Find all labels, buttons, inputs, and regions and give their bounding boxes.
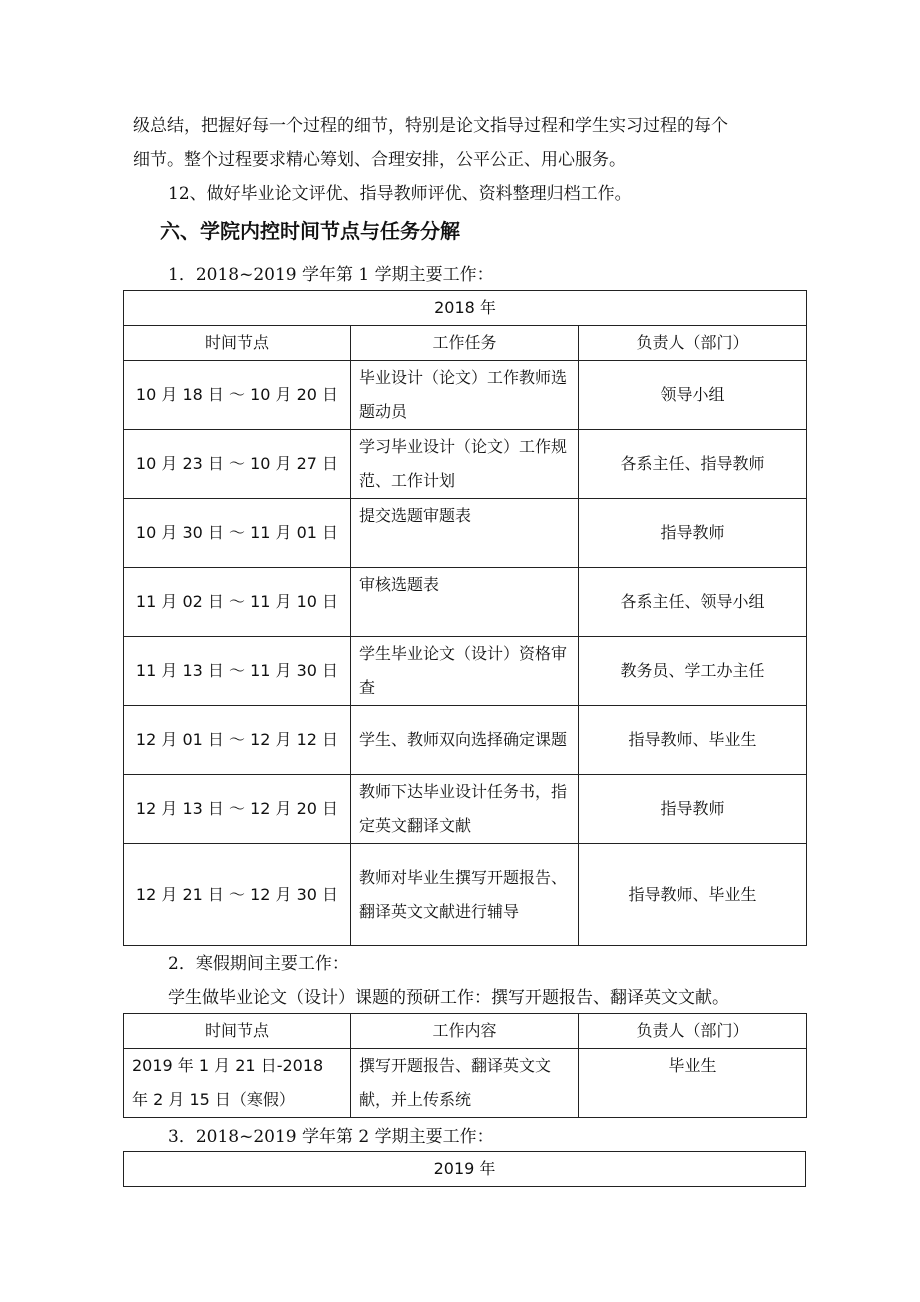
table-row: [124, 499, 807, 568]
table-header-row: [124, 326, 807, 361]
table-year-header: 2019 年: [124, 1152, 806, 1187]
table-year-header: 2018 年: [124, 291, 807, 326]
task-cell: 审核选题表: [351, 568, 579, 637]
owner-cell: 各系主任、指导教师: [579, 430, 807, 499]
column-header: 时间节点: [124, 326, 351, 361]
owner-cell: 指导教师: [579, 775, 807, 844]
task-cell: 撰写开题报告、翻译英文文献，并上传系统: [351, 1049, 579, 1118]
table-header-row: [124, 1014, 807, 1049]
table-row: [124, 844, 807, 946]
schedule-table-2018: [123, 290, 807, 946]
time-cell: 12 月 21 日 ～ 12 月 30 日: [124, 844, 351, 946]
task-cell: 学生、教师双向选择确定课题: [351, 706, 579, 775]
paragraph-line: 级总结，把握好每一个过程的细节，特别是论文指导过程和学生实习过程的每个: [133, 116, 728, 136]
subsection-title: 1．2018~2019 学年第 1 学期主要工作：: [168, 265, 494, 285]
paragraph-line: 学生做毕业论文（设计）课题的预研工作：撰写开题报告、翻译英文文献。: [168, 988, 729, 1008]
table-row: [124, 706, 807, 775]
time-cell: 12 月 13 日 ～ 12 月 20 日: [124, 775, 351, 844]
task-cell: 学生毕业论文（设计）资格审查: [351, 637, 579, 706]
time-cell: 11 月 13 日 ～ 11 月 30 日: [124, 637, 351, 706]
table-row: [124, 568, 807, 637]
schedule-table-2019: [123, 1151, 806, 1187]
subsection-title: 3．2018~2019 学年第 2 学期主要工作：: [168, 1127, 494, 1147]
paragraph-line: 细节。整个过程要求精心筹划、合理安排，公平公正、用心服务。: [133, 150, 626, 170]
winter-break-table: [123, 1013, 807, 1118]
time-cell: 12 月 01 日 ～ 12 月 12 日: [124, 706, 351, 775]
task-cell: 提交选题审题表: [351, 499, 579, 568]
column-header: 工作内容: [351, 1014, 579, 1049]
table-row: [124, 637, 807, 706]
section-heading: 六、学院内控时间节点与任务分解: [160, 219, 460, 243]
task-cell: 教师下达毕业设计任务书，指定英文翻译文献: [351, 775, 579, 844]
owner-cell: 指导教师: [579, 499, 807, 568]
column-header: 负责人（部门）: [579, 326, 807, 361]
table-row: [124, 1049, 807, 1118]
owner-cell: 教务员、学工办主任: [579, 637, 807, 706]
task-cell: 毕业设计（论文）工作教师选题动员: [351, 361, 579, 430]
time-cell: 10 月 30 日 ～ 11 月 01 日: [124, 499, 351, 568]
table-row: [124, 361, 807, 430]
subsection-title: 2．寒假期间主要工作：: [168, 954, 349, 974]
paragraph-line: 12、做好毕业论文评优、指导教师评优、资料整理归档工作。: [168, 184, 632, 204]
task-cell: 学习毕业设计（论文）工作规范、工作计划: [351, 430, 579, 499]
time-cell: 10 月 23 日 ～ 10 月 27 日: [124, 430, 351, 499]
time-cell: 2019 年 1 月 21 日-2018 年 2 月 15 日（寒假）: [124, 1049, 351, 1118]
time-cell: 10 月 18 日 ～ 10 月 20 日: [124, 361, 351, 430]
column-header: 负责人（部门）: [579, 1014, 807, 1049]
column-header: 工作任务: [351, 326, 579, 361]
owner-cell: 毕业生: [579, 1049, 807, 1118]
owner-cell: 指导教师、毕业生: [579, 706, 807, 775]
task-cell: 教师对毕业生撰写开题报告、翻译英文文献进行辅导: [351, 844, 579, 946]
owner-cell: 领导小组: [579, 361, 807, 430]
table-row: [124, 775, 807, 844]
owner-cell: 指导教师、毕业生: [579, 844, 807, 946]
time-cell: 11 月 02 日 ～ 11 月 10 日: [124, 568, 351, 637]
owner-cell: 各系主任、领导小组: [579, 568, 807, 637]
table-row: [124, 430, 807, 499]
column-header: 时间节点: [124, 1014, 351, 1049]
